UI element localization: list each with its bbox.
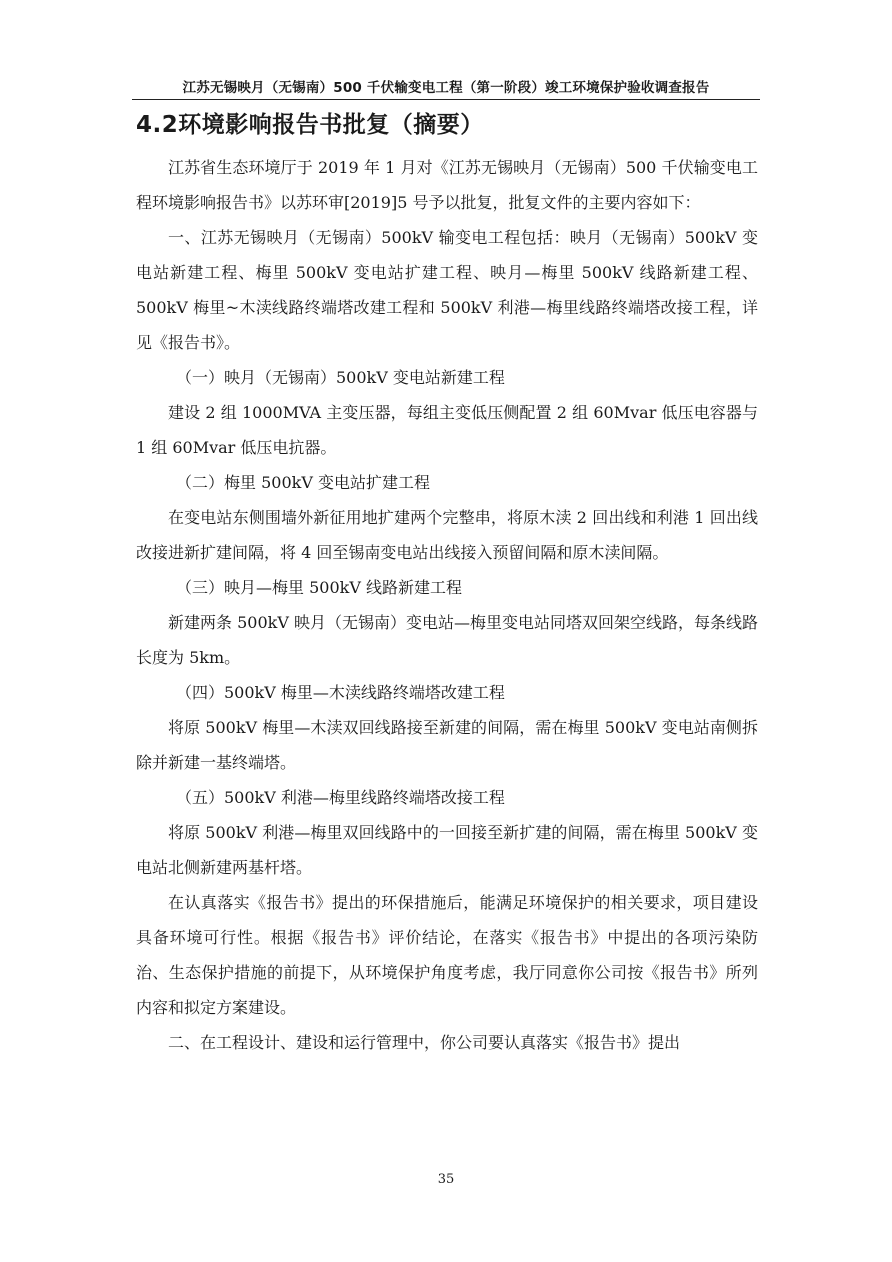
paragraph-project-scope: 一、江苏无锡映月（无锡南）500kV 输变电工程包括：映月（无锡南）500kV 变电站新建工程、梅里 500kV 变电站扩建工程、映月—梅里 500kV 线路新建工程、500kV 梅里~木渎线路终端塔改建工程和 500kV 利港—梅里线路终端塔改接工程，详见《报告书》。 (136, 228, 758, 352)
section-title: 4.2环境影响报告书批复（摘要） (136, 112, 484, 138)
paragraph-intro: 江苏省生态环境厅于 2019 年 1 月对《江苏无锡映月（无锡南）500 千伏输变电工程环境影响报告书》以苏环审[2019]5 号予以批复，批复文件的主要内容如下： (136, 158, 758, 212)
subheading-item-4: （四）500kV 梅里—木渎线路终端塔改建工程 (176, 683, 505, 702)
subheading-item-2: （二）梅里 500kV 变电站扩建工程 (176, 473, 430, 492)
paragraph-item-4: 将原 500kV 梅里—木渎双回线路接至新建的间隔，需在梅里 500kV 变电站南侧拆除并新建一基终端塔。 (136, 718, 758, 772)
paragraph-item-2: 在变电站东侧围墙外新征用地扩建两个完整串，将原木渎 2 回出线和利港 1 回出线改接进新扩建间隔，将 4 回至锡南变电站出线接入预留间隔和原木渎间隔。 (136, 508, 758, 562)
paragraph-item-5: 将原 500kV 利港—梅里双回线路中的一回接至新扩建的间隔，需在梅里 500kV 变电站北侧新建两基杆塔。 (136, 823, 758, 877)
report-header-title: 江苏无锡映月（无锡南）500 千伏输变电工程（第一阶段）竣工环境保护验收调查报告 (182, 80, 710, 96)
header-divider (132, 99, 760, 100)
subheading-item-3: （三）映月—梅里 500kV 线路新建工程 (176, 578, 462, 597)
paragraph-conclusion: 在认真落实《报告书》提出的环保措施后，能满足环境保护的相关要求，项目建设具备环境可行性。根据《报告书》评价结论，在落实《报告书》中提出的各项污染防治、生态保护措施的前提下，从环境保护角度考虑，我厅同意你公司按《报告书》所列内容和拟定方案建设。 (136, 893, 758, 1017)
subheading-item-1: （一）映月（无锡南）500kV 变电站新建工程 (176, 368, 505, 387)
subheading-item-5: （五）500kV 利港—梅里线路终端塔改接工程 (176, 788, 505, 807)
paragraph-item-1: 建设 2 组 1000MVA 主变压器，每组主变低压侧配置 2 组 60Mvar 低压电容器与 1 组 60Mvar 低压电抗器。 (136, 403, 758, 457)
page-number: 35 (437, 1172, 455, 1187)
paragraph-item-3: 新建两条 500kV 映月（无锡南）变电站—梅里变电站同塔双回架空线路，每条线路长度为 5km。 (136, 613, 758, 667)
document-body (136, 150, 758, 1060)
paragraph-requirement-2: 二、在工程设计、建设和运行管理中，你公司要认真落实《报告书》提出 (168, 1033, 681, 1052)
